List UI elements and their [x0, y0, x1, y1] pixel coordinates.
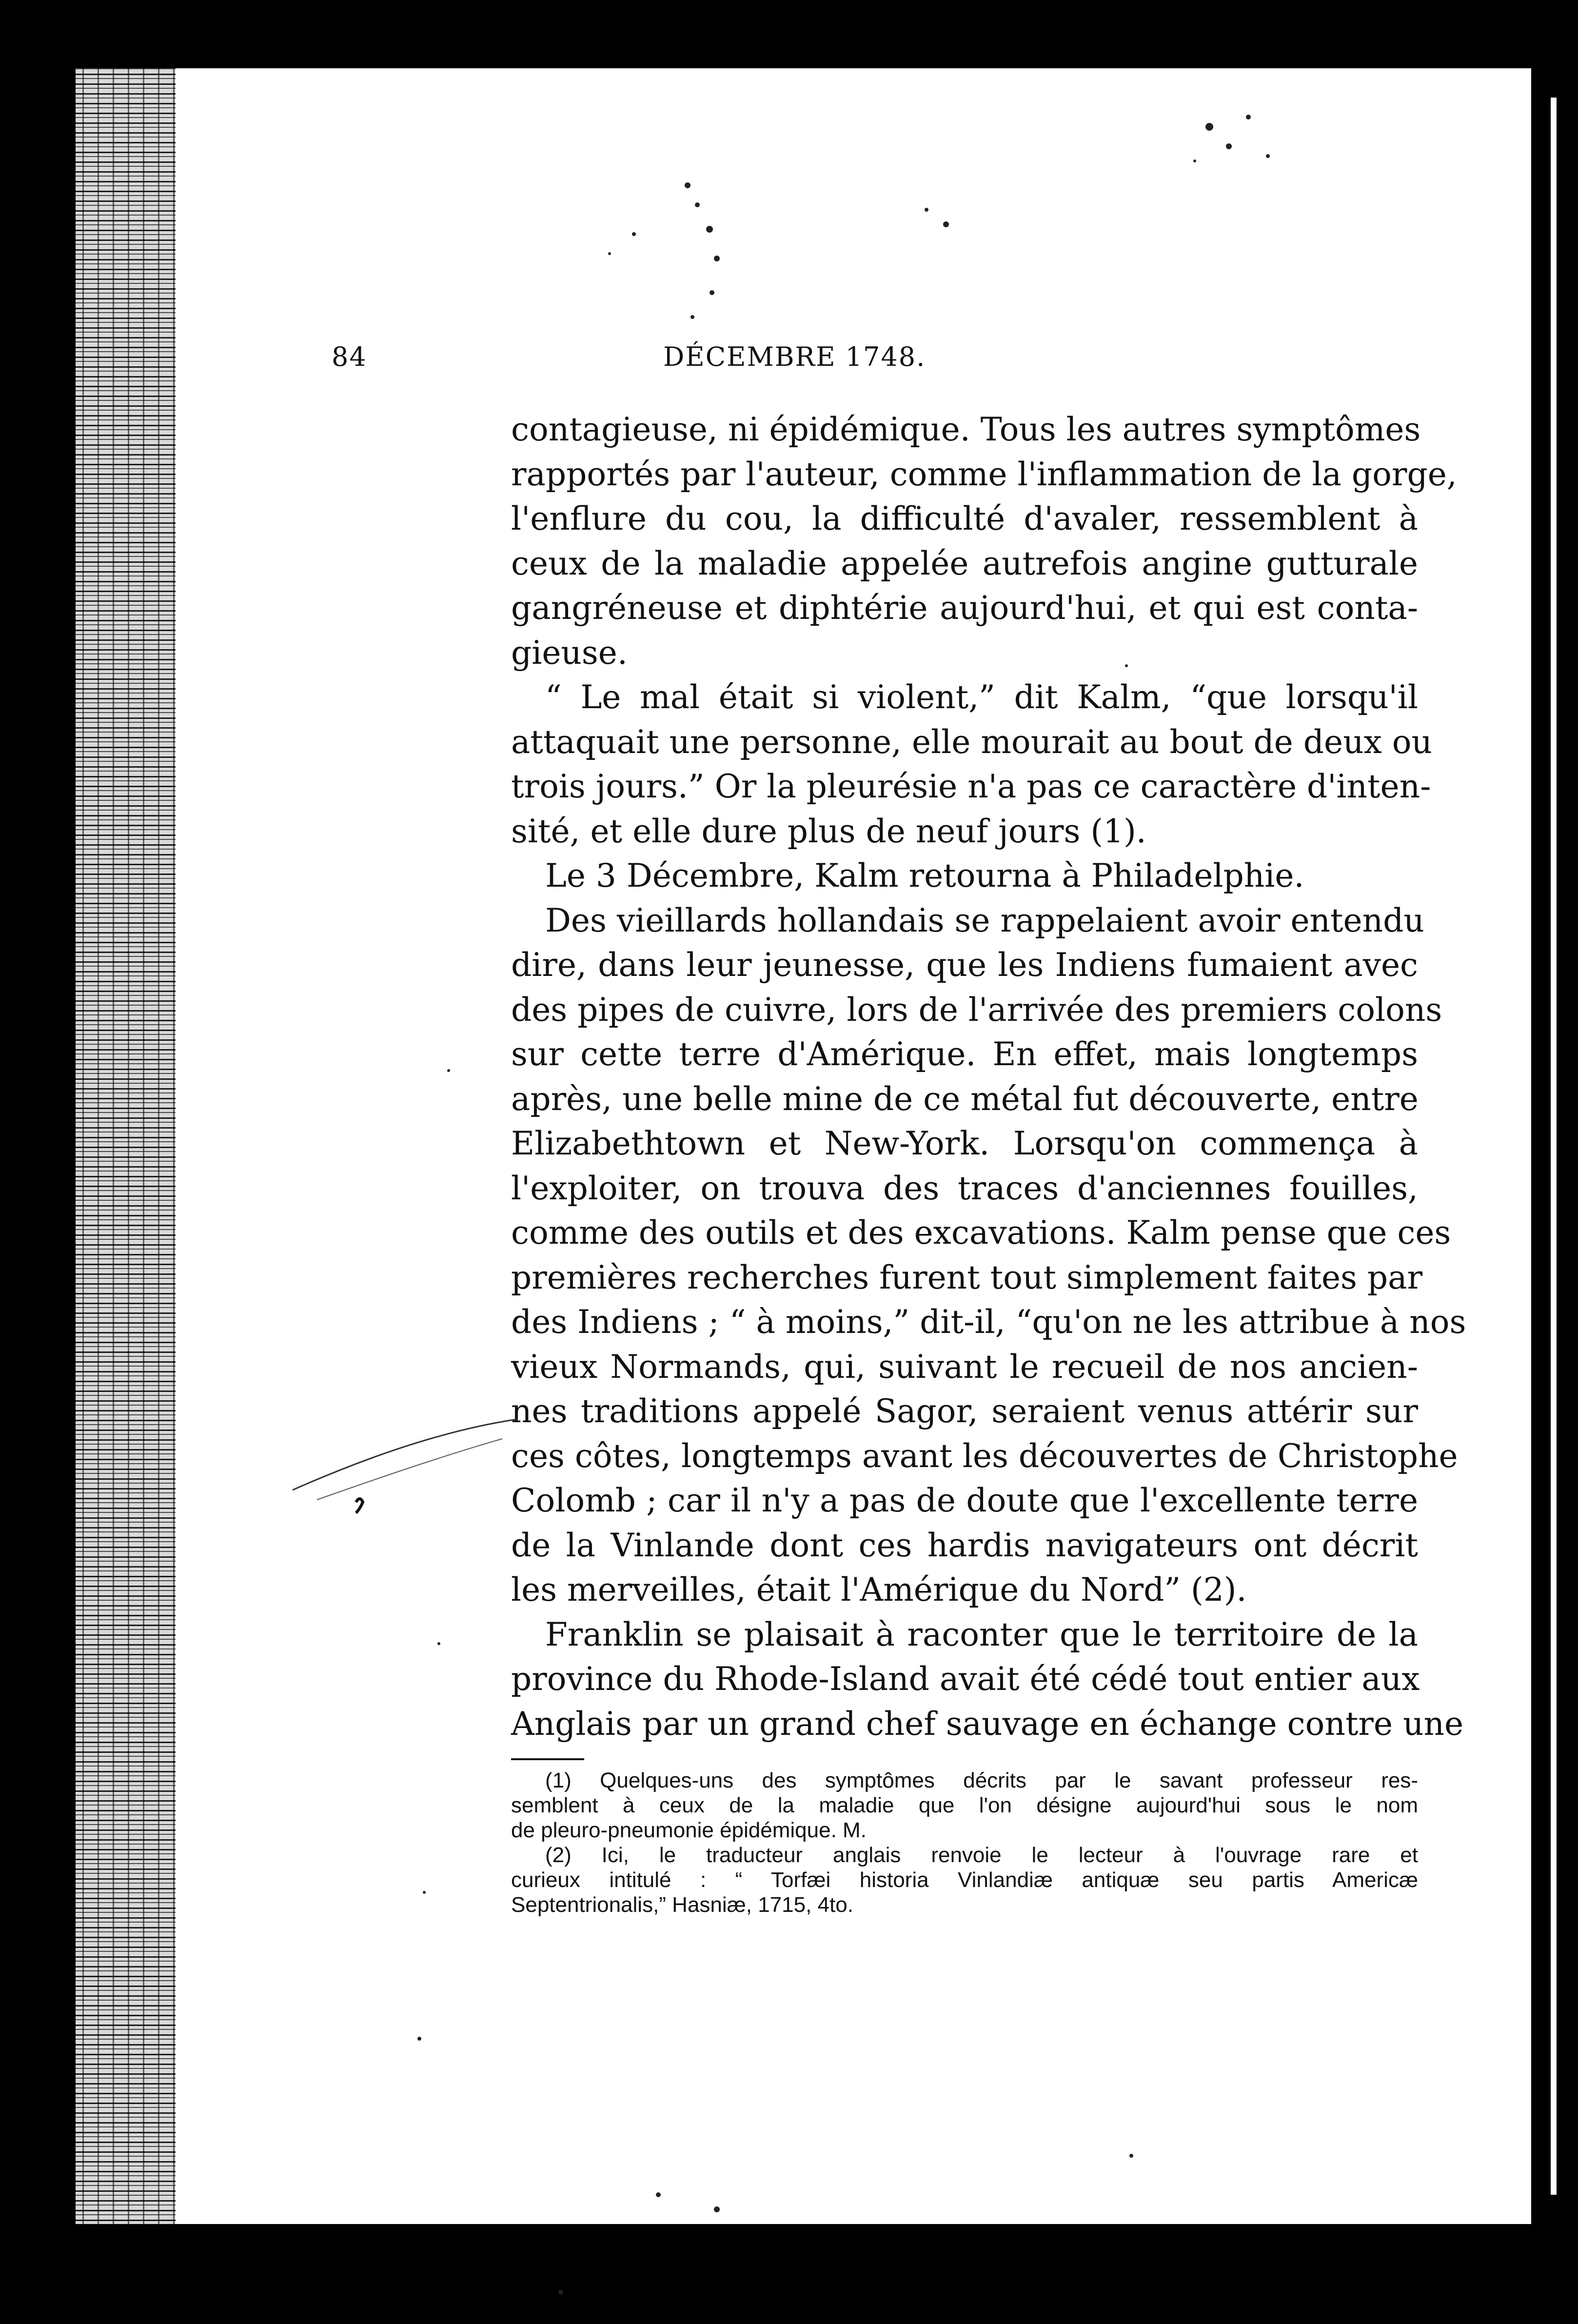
body-line: gangréneuse et diphtérie aujourd'hui, et qui est conta- [511, 589, 1418, 627]
body-line: vieux Normands, qui, suivant le recueil de nos ancien- [511, 1348, 1418, 1386]
body-line: “ Le mal était si violent,” dit Kalm, “que lorsqu'il [545, 678, 1418, 716]
body-line: attaquait une personne, elle mourait au bout de deux ou [511, 723, 1433, 761]
body-line: sur cette terre d'Amérique. En effet, mais longtemps [511, 1035, 1418, 1073]
body-line: l'exploiter, on trouva des traces d'anciennes fouilles, [511, 1169, 1418, 1207]
body-line: Franklin se plaisait à raconter que le territoire de la [545, 1615, 1418, 1653]
body-line: des pipes de cuivre, lors de l'arrivée des premiers colons [511, 991, 1442, 1029]
body-line: après, une belle mine de ce métal fut découverte, entre [511, 1080, 1419, 1118]
body-line: province du Rhode-Island avait été cédé tout entier aux [511, 1660, 1420, 1698]
body-line: comme des outils et des excavations. Kalm pense que ces [511, 1214, 1451, 1251]
body-line: premières recherches furent tout simplement faites par [511, 1258, 1423, 1296]
footnote-line: (1) Quelques-uns des symptômes décrits par le savant professeur res- [545, 1768, 1418, 1792]
body-line: Colomb ; car il n'y a pas de doute que l'excellente terre [511, 1482, 1418, 1519]
body-line: trois jours.” Or la pleurésie n'a pas ce caractère d'inten- [511, 768, 1431, 805]
body-line: nes traditions appelé Sagor, seraient venus attérir sur [511, 1392, 1418, 1430]
body-line: de la Vinlande dont ces hardis navigateurs ont décrit [511, 1526, 1418, 1564]
body-line: des Indiens ; “ à moins,” dit-il, “qu'on ne les attribue à nos [511, 1303, 1466, 1341]
body-line: Anglais par un grand chef sauvage en échange contre une [511, 1705, 1464, 1743]
body-line: sité, et elle dure plus de neuf jours (1). [511, 812, 1146, 850]
body-line: Des vieillards hollandais se rappelaient avoir entendu [545, 901, 1424, 939]
body-line: ces côtes, longtemps avant les découvertes de Christophe [511, 1437, 1458, 1475]
running-title: DÉCEMBRE 1748. [663, 341, 926, 372]
body-line: ceux de la maladie appelée autrefois angine gutturale [511, 544, 1418, 582]
body-line: Elizabethtown et New-York. Lorsqu'on commença à [511, 1125, 1418, 1162]
body-line: contagieuse, ni épidémique. Tous les autres symptômes [511, 411, 1421, 448]
footnote-line: semblent à ceux de la maladie que l'on désigne aujourd'hui sous le nom [511, 1793, 1418, 1817]
body-line: l'enflure du cou, la difficulté d'avaler, ressemblent à [511, 500, 1418, 537]
footnote-line: (2) Ici, le traducteur anglais renvoie le lecteur à l'ouvrage rare et [545, 1843, 1418, 1867]
footnote-line: Septentrionalis,” Hasniæ, 1715, 4to. [511, 1893, 853, 1917]
body-line: rapportés par l'auteur, comme l'inflammation de la gorge, [511, 455, 1457, 493]
footnote-line: de pleuro-pneumonie épidémique. M. [511, 1818, 867, 1842]
body-line: Le 3 Décembre, Kalm retourna à Philadelphie. [545, 857, 1304, 894]
body-line: les merveilles, était l'Amérique du Nord” (2). [511, 1571, 1247, 1609]
body-line: gieuse. [511, 634, 628, 672]
page-number: 84 [332, 341, 367, 372]
footnote-line: curieux intitulé : “ Torfæi historia Vinlandiæ antiquæ seu partis Americæ [511, 1868, 1418, 1892]
body-line: dire, dans leur jeunesse, que les Indiens fumaient avec [511, 946, 1418, 984]
